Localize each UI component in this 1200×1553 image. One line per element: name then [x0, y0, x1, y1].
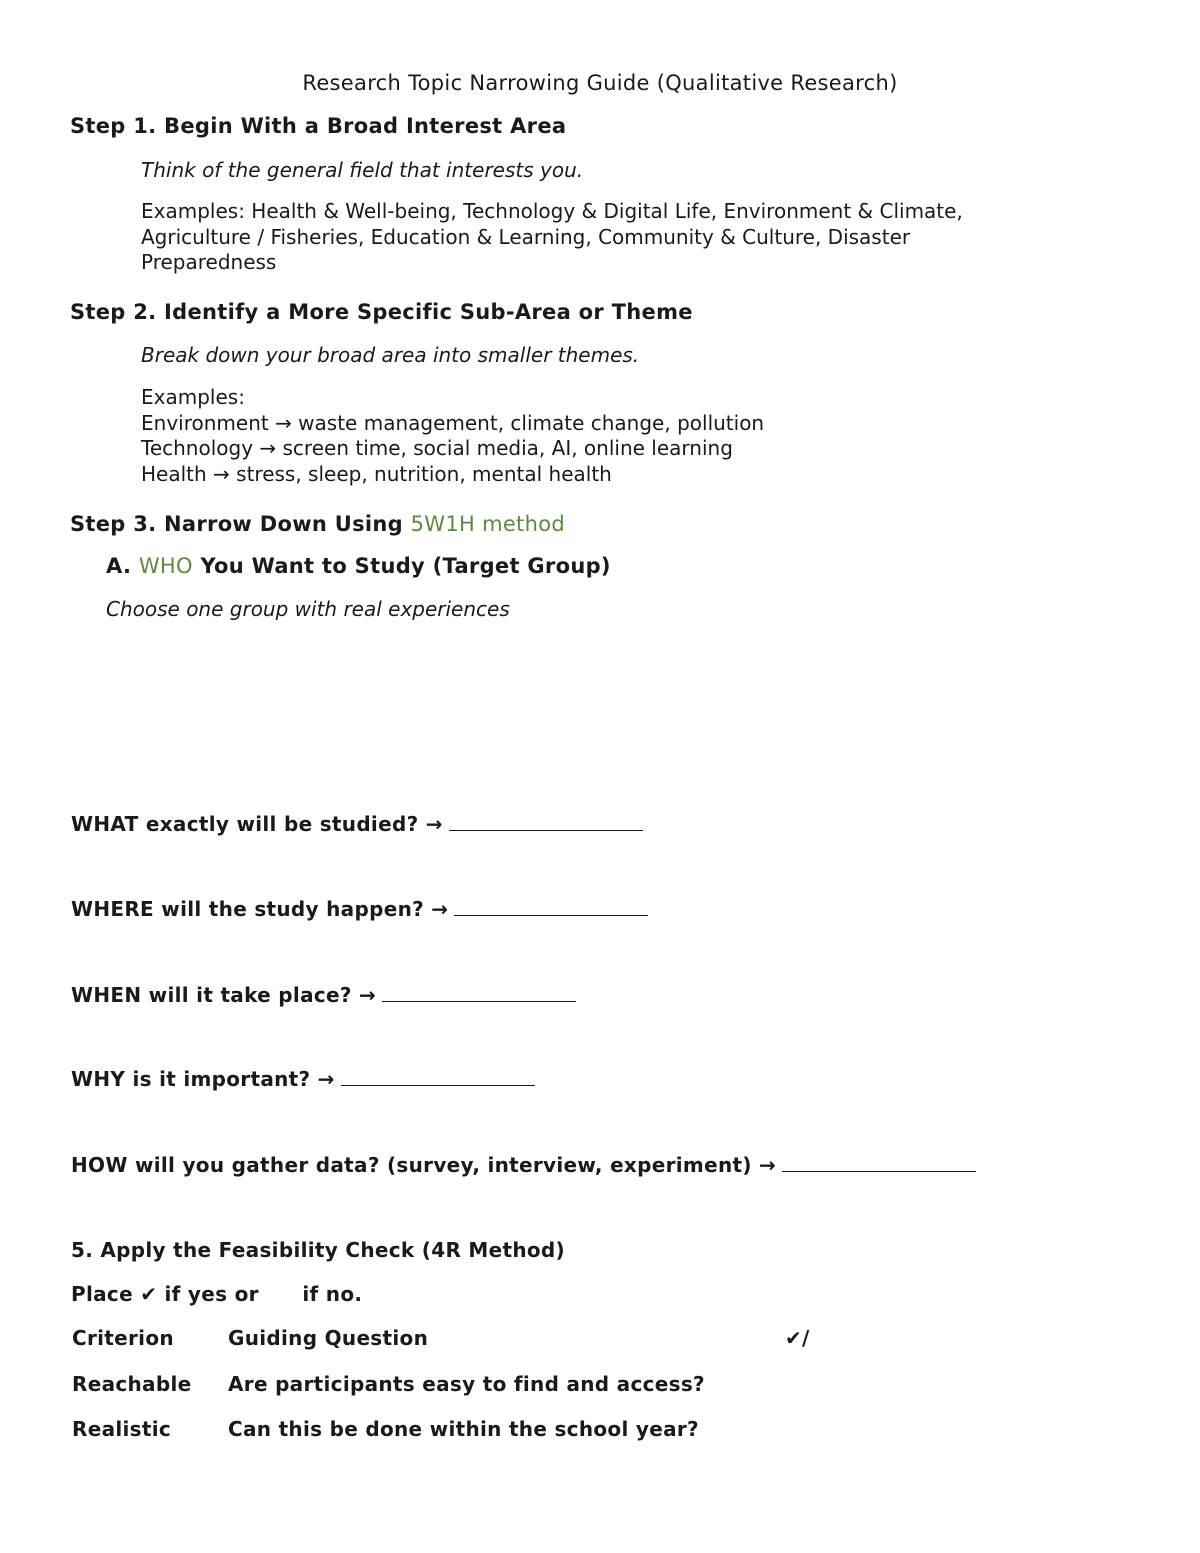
answer-blank[interactable] — [454, 897, 648, 916]
step5-heading: 5. Apply the Feasibility Check (4R Method) — [71, 1238, 565, 1262]
question-why — [71, 1067, 535, 1091]
question-text: WHERE will the study happen? → — [71, 897, 449, 921]
step3-heading-prefix: Step 3. Narrow Down Using — [70, 512, 411, 536]
step3-sub-a-heading — [106, 554, 611, 578]
question-text: WHAT exactly will be studied? → — [71, 812, 443, 836]
step3-sub-a-instruction: Choose one group with real experiences — [106, 597, 510, 621]
step3-heading — [70, 512, 565, 536]
sub-a-suffix: You Want to Study (Target Group) — [192, 554, 611, 578]
sub-a-prefix: A. — [106, 554, 139, 578]
step2-examples-label: Examples: — [141, 385, 245, 409]
answer-blank[interactable] — [449, 812, 643, 831]
question-what — [71, 812, 643, 836]
step1-examples — [141, 199, 963, 276]
step2-instruction: Break down your broad area into smaller themes. — [141, 343, 640, 367]
table-cell-criterion: Reachable — [72, 1372, 192, 1396]
answer-blank[interactable] — [382, 983, 576, 1002]
question-text: HOW will you gather data? (survey, interview, experiment) → — [71, 1153, 777, 1177]
table-cell-question: Are participants easy to find and access? — [228, 1372, 705, 1396]
question-where — [71, 897, 648, 921]
step2-examples — [141, 385, 764, 487]
table-cell-criterion: Realistic — [72, 1417, 172, 1441]
table-cell-question: Can this be done within the school year? — [228, 1417, 699, 1441]
step1-examples-line: Preparedness — [141, 250, 277, 274]
page-title: Research Topic Narrowing Guide (Qualitative Research) — [302, 71, 898, 95]
sub-a-who-highlight: WHO — [138, 554, 193, 578]
list-item: Environment → waste management, climate change, pollution — [141, 410, 765, 435]
table-header-criterion: Criterion — [72, 1326, 174, 1350]
step2-heading: Step 2. Identify a More Specific Sub-Area or Theme — [70, 300, 693, 324]
list-item: Technology → screen time, social media, AI, online learning — [141, 436, 733, 460]
step3-method-highlight: 5W1H method — [410, 512, 565, 536]
question-text: WHEN will it take place? → — [71, 983, 377, 1007]
step5-instruction: Place ✔ if yes or if no. — [71, 1282, 363, 1306]
table-header-question: Guiding Question — [228, 1326, 429, 1350]
step1-heading: Step 1. Begin With a Broad Interest Area — [70, 114, 567, 138]
answer-blank[interactable] — [341, 1067, 535, 1086]
list-item: Health → stress, sleep, nutrition, mental health — [141, 461, 612, 486]
step1-instruction: Think of the general field that interests you. — [141, 158, 584, 182]
question-text: WHY is it important? → — [71, 1067, 335, 1091]
step1-examples-line: Examples: Health & Well-being, Technology & Digital Life, Environment & Climate, — [141, 199, 963, 223]
answer-blank[interactable] — [782, 1153, 976, 1172]
question-when — [71, 983, 576, 1007]
step1-examples-line: Agriculture / Fisheries, Education & Learning, Community & Culture, Disaster — [141, 224, 911, 249]
table-header-check: ✔/ — [785, 1326, 810, 1350]
question-how — [71, 1153, 976, 1177]
